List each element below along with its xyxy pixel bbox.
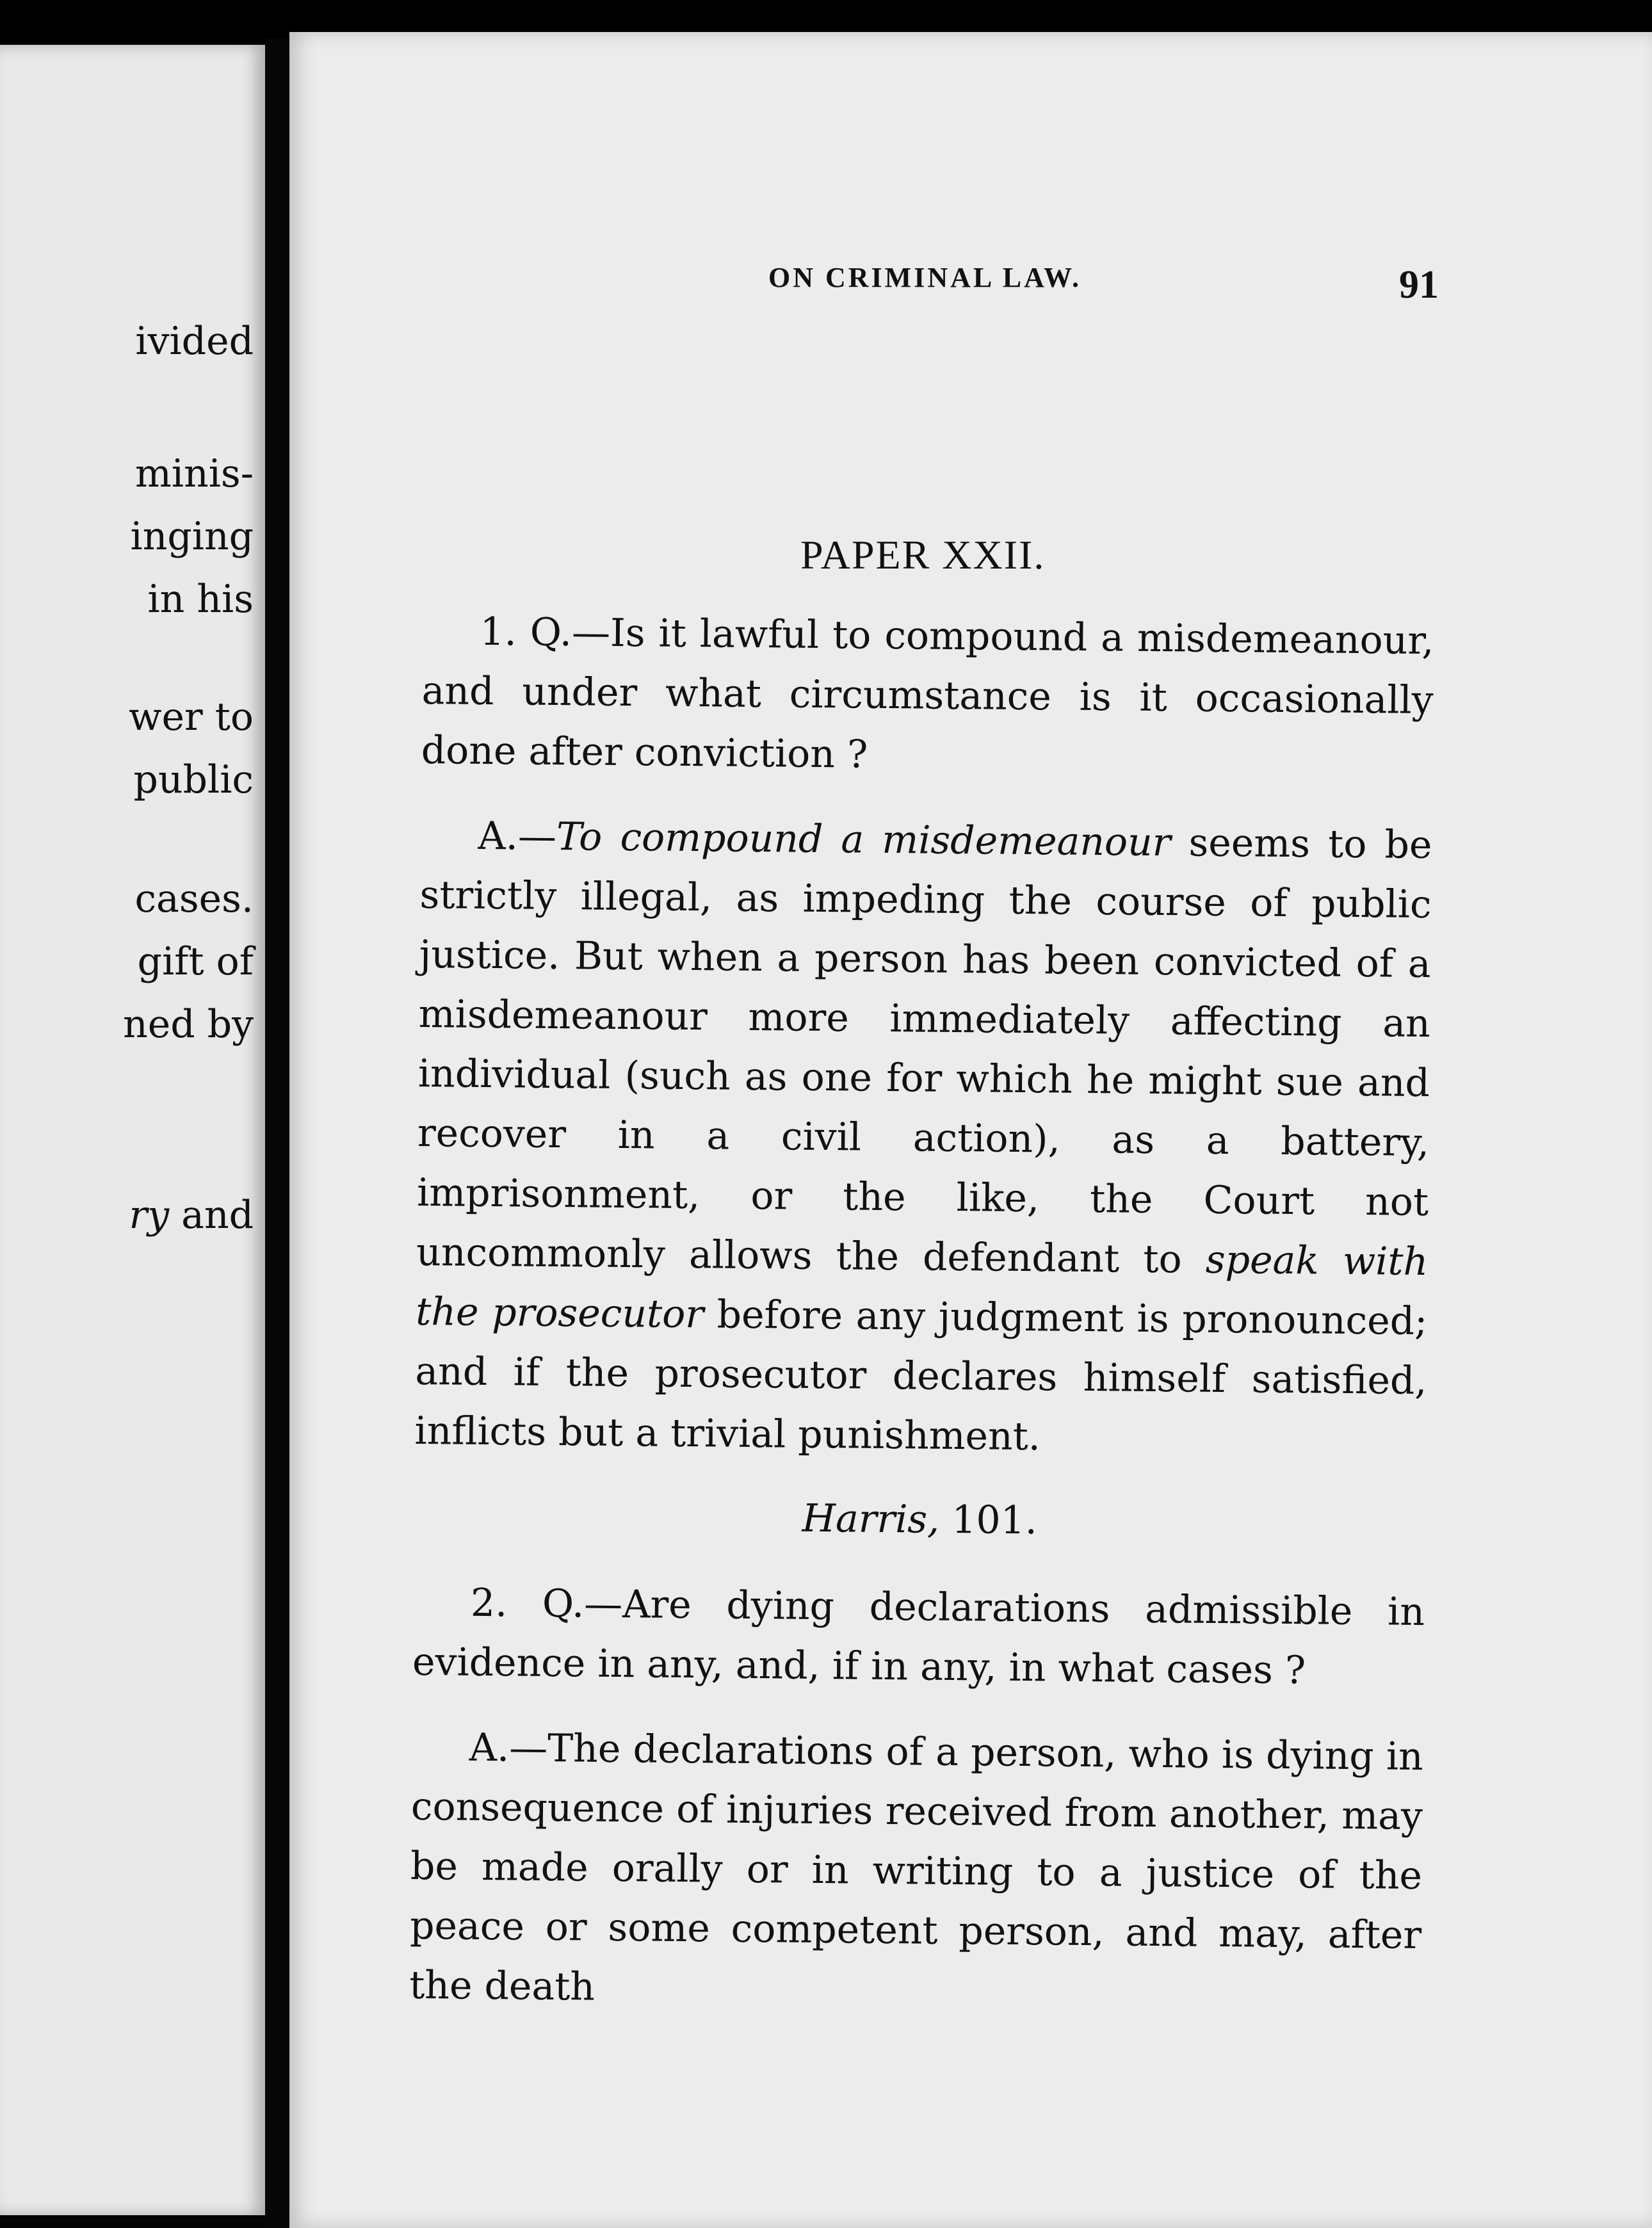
answer-1-prefix: A.— [478,813,557,860]
answer-1-text: before any judgment is pronounced; and if the prosecutor declares himself satisfied, inflicts but a trivial punishment. [414,1292,1428,1460]
left-fragment: public [133,757,254,802]
left-fragment: inging [130,514,254,559]
question-2: 2. Q.—Are dying declarations admissible in evidence in any, and, if in any, in what cases ? [412,1580,1425,1693]
answer-1-text: seems to be strictly illegal, as impeding the course of public justice. But when a person has been convicted of a misdemeanour more immediately affecting an individual (such as one for which he might sue and recover in a civil action), as a battery, imprisonment, or the like, the Court not uncommonly allows the defendant to [416,820,1432,1282]
answer-1-italic-phrase: speak with the prosecutor [416,1237,1429,1337]
answer-1-italic-phrase: To compound a misdemeanour [556,814,1171,866]
answer-2: A.—The declarations of a person, who is dying in consequence of injuries received from another, may be made orally or in writing to a justice of the peace or some competent person, and may, after the death [409,1725,1424,2010]
left-page [0,45,265,2215]
left-fragment: minis- [135,451,254,496]
left-fragment: wer to [129,695,254,739]
left-fragment-line [129,1193,254,1238]
left-fragment: ned by [123,1002,254,1047]
question-1: 1. Q.—Is it lawful to compound a misdemeanour, and under what circumstance is it occasionally done after conviction ? [421,609,1434,777]
left-fragment: in his [147,577,254,622]
page-number: 91 [1399,263,1439,307]
citation [414,1485,1426,1554]
citation-page: 101. [939,1497,1038,1544]
left-fragment: gift of [137,939,254,984]
left-fragment: and [181,1193,254,1238]
answer-1 [414,806,1432,1471]
running-head: ON CRIMINAL LAW. [768,262,1082,293]
citation-source: Harris, [802,1496,940,1542]
left-fragment: cases. [134,876,254,921]
body-text [409,602,1434,2025]
paper-title: PAPER XXII. [800,532,1046,577]
left-fragment: ry [129,1193,170,1238]
book-gutter [265,38,291,2228]
left-fragment: ivided [135,319,254,364]
